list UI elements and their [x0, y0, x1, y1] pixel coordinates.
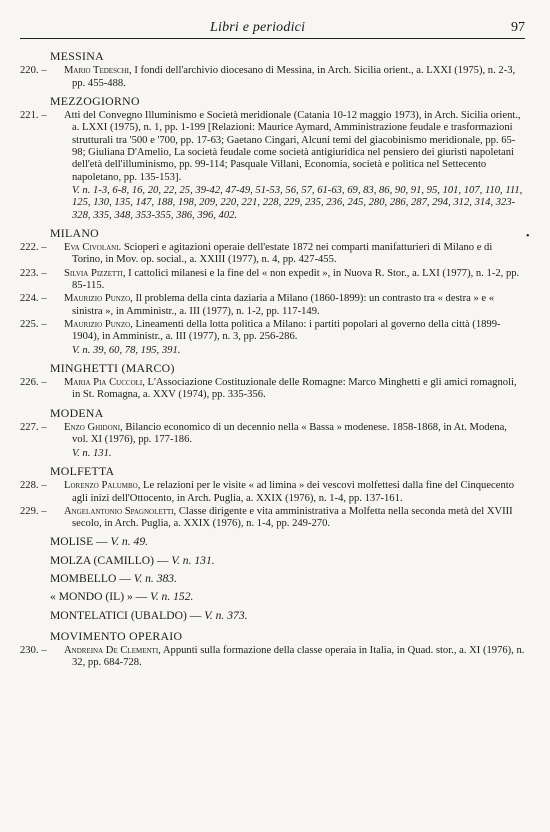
page-number: 97	[511, 20, 525, 35]
bibliography-entry	[20, 506, 525, 531]
entry-text: Lineamenti della lotta politica a Milano: i partiti popolari al governo della città (1899-1904), in Amministr., a. III (1977), n. 3, pp. 256-286.	[72, 318, 501, 343]
cross-ref-heading: « MONDO (IL) »	[50, 590, 133, 604]
section-heading: MINGHETTI (MARCO)	[50, 360, 175, 375]
section-heading: MOVIMENTO OPERAIO	[50, 628, 183, 643]
cross-ref-dash: —	[116, 571, 134, 585]
entry-author: Lorenzo Palumbo,	[64, 480, 141, 492]
entry-number: 229. –	[20, 505, 47, 517]
section-heading: MOLFETTA	[50, 463, 115, 478]
cross-ref-dash: —	[132, 590, 151, 604]
section-heading: MESSINA	[50, 49, 104, 63]
entry-author: Maria Pia Cuccoli,	[64, 377, 145, 389]
bibliography-body	[20, 50, 525, 671]
entry-number: 222. –	[20, 242, 47, 254]
entry-text: Appunti sulla formazione della classe operaia in Italia, in Quad. stor., a. XI (1976), n. 32, pp. 684-728.	[72, 645, 525, 669]
section-heading: MILANO	[50, 225, 99, 240]
entry-number: 225. –	[20, 318, 47, 330]
see-also: V. n. 131.	[72, 447, 112, 459]
entry-text: L'Associazione Costituzionale delle Romagne: Marco Minghetti e gli amici romagnoli, in St. Romagna, a. XXV (1974), pp. 335-356.	[72, 377, 517, 401]
bibliography-entry	[20, 377, 525, 402]
entry-text: Scioperi e agitazioni operaie dell'estate 1872 nei comparti manifatturieri di Milano e di Torino, in Mov. op. social., a. XXIII (1977), n. 4, pp. 427-455.	[72, 242, 493, 266]
cross-ref-target: V. n. 373.	[204, 608, 248, 622]
cross-ref-heading: MOLISE	[50, 535, 94, 549]
see-also: V. n. 39, 60, 78, 195, 391.	[72, 344, 181, 356]
cross-reference	[50, 555, 525, 567]
entry-author: Andreina De Clementi,	[64, 645, 161, 657]
entry-number: 227. –	[20, 422, 47, 434]
entry-text: Bilancio economico di un decennio nella « Bassa » modenese. 1858-1868, in At. Modena, vol. XI (1976), pp. 177-186.	[72, 422, 507, 446]
margin-dot: •	[526, 231, 530, 242]
running-title: Libri e periodici	[210, 20, 306, 35]
section-heading: MODENA	[50, 405, 104, 420]
page-header	[20, 22, 525, 39]
cross-ref-target: V. n. 152.	[150, 590, 194, 604]
cross-ref-heading: MOMBELLO	[50, 571, 117, 585]
bibliography-entry	[20, 645, 525, 670]
entry-author: Silvia Pizzetti,	[64, 267, 126, 279]
bibliography-entry	[20, 422, 525, 447]
entry-number: 220. –	[20, 65, 47, 77]
cross-ref-target: V. n. 49.	[110, 535, 149, 549]
cross-ref-dash: —	[154, 553, 172, 567]
bibliography-entry	[20, 319, 525, 344]
entry-text: Le relazioni per le visite « ad limina » dei vescovi molfettesi dalla fine del Cinquecento agli inizi dell'Ottocento, in Arch. Puglia, a. XXIX (1976), n. 1-4, pp. 137-161.	[72, 480, 514, 504]
entry-author: Eva Civolani.	[64, 242, 122, 254]
entry-author: Maurizio Punzo,	[64, 293, 133, 305]
bibliography-entry	[20, 242, 525, 267]
entry-number: 221. –	[20, 110, 47, 122]
cross-ref-target: V. n. 131.	[171, 553, 215, 567]
bibliography-entry	[20, 293, 525, 318]
entry-author: Maurizio Punzo,	[64, 318, 133, 330]
entry-text: Atti del Convegno Illuminismo e Società meridionale (Catania 10-12 maggio 1973), in Arch. Sicilia orient., a. LXXI (1975), n. 1, pp. 1-199 [Relazioni: Maurice Aymard, Amministrazione feudale e trasformazioni strutturali tra '500 e '700, pp. 17-63; Gaetano Cingari, Alcuni temi del giacobinismo meridionale, pp. 65-98; Giuliana D'Amelio, La società feudale come società antigiuridica nel pensiero dei giuristi napoletani dell'età dell'illuminismo, pp. 99-114; Pasquale Villani, Economia, società e politica nel Settecento napoletano, pp. 135-153].	[64, 110, 521, 183]
see-also: V. n. 1-3, 6-8, 16, 20, 22, 25, 39-42, 47-49, 51-53, 56, 57, 61-63, 69, 83, 86, 90, 91, 95, 101, 107, 110, 111, 125, 130, 135, 147, 188, 198, 209, 220, 221, 228, 229, 235, 236, 245, 280, 286, 287, 294, 312, 314, 323-328, 335, 348, 353-355, 386, 396, 402.	[72, 184, 523, 221]
entry-number: 226. –	[20, 377, 47, 389]
entry-text: I fondi dell'archivio diocesano di Messina, in Arch. Sicilia orient., a. LXXI (1975), n. 2-3, pp. 455-488.	[72, 65, 516, 89]
cross-reference	[50, 536, 525, 548]
entry-author: Enzo Ghidoni,	[64, 422, 123, 434]
cross-ref-dash: —	[93, 535, 111, 549]
cross-ref-heading: MONTELATICI (UBALDO)	[50, 608, 187, 622]
cross-reference	[50, 591, 525, 603]
entry-number: 230. –	[20, 645, 47, 657]
bibliography-entry	[20, 65, 525, 90]
bibliography-entry	[20, 268, 525, 293]
entry-text: Il problema della cinta daziaria a Milano (1860-1899): un contrasto tra « destra » e « sinistra », in Amministr., a. III (1977), n. 1-2, pp. 117-149.	[72, 293, 495, 317]
entry-text: I cattolici milanesi e la fine del « non expedit », in Nuova R. Stor., a. LXI (1977), n. 1-2, pp. 85-115.	[72, 267, 520, 292]
entry-number: 223. –	[20, 267, 47, 279]
entry-author: Angelantonio Spagnoletti,	[64, 505, 177, 517]
cross-reference	[50, 610, 525, 622]
cross-reference	[50, 573, 525, 585]
cross-ref-target: V. n. 383.	[133, 571, 178, 585]
cross-ref-heading: MOLZA (CAMILLO)	[50, 553, 155, 567]
entry-number: 228. –	[20, 480, 47, 492]
entry-author: Mario Tedeschi,	[64, 65, 132, 77]
entry-text: Classe dirigente e vita amministrativa a Molfetta nella seconda metà del XVIII secolo, in Arch. Puglia, a. XXIX (1976), n. 1-4, pp. 249-270.	[72, 505, 513, 530]
entry-number: 224. –	[20, 293, 47, 305]
section-heading: MEZZOGIORNO	[50, 93, 140, 108]
bibliography-entry	[20, 480, 525, 505]
cross-ref-dash: —	[186, 608, 205, 622]
bibliography-entry	[20, 110, 525, 184]
